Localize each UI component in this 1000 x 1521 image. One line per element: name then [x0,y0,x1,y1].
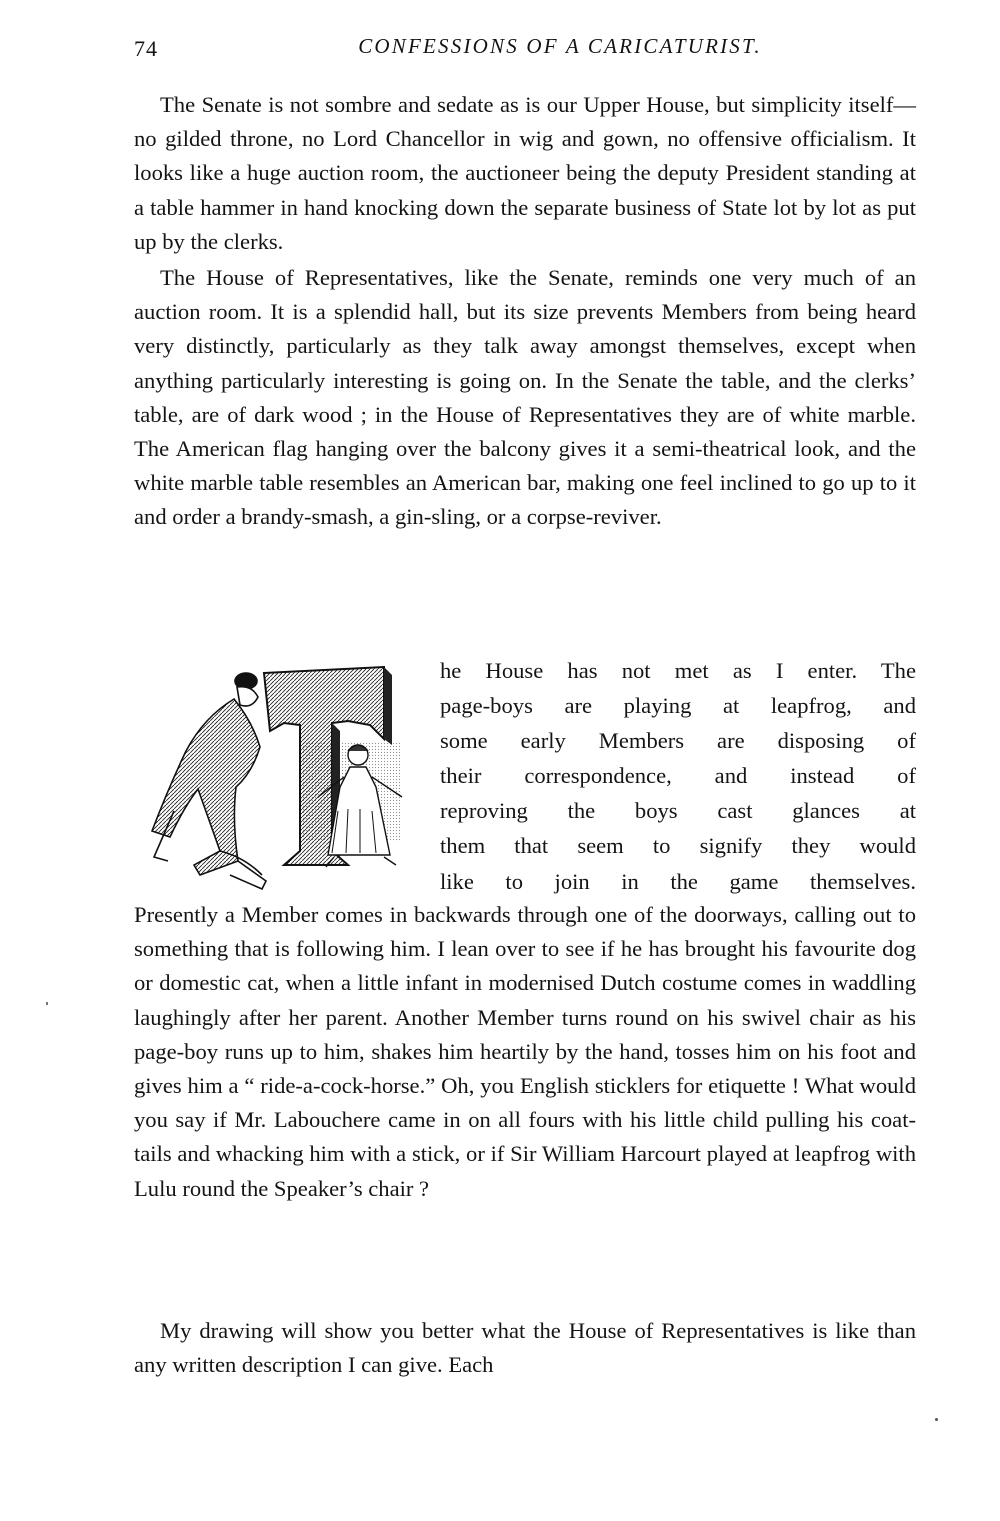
paragraph-house-continued: Presently a Member comes in backwards through one of the doorways, calling out to something that is following him. I lean over to see if he has brought his favourite dog or domestic cat, when a little infant in modernised Dutch costume comes in waddling laughingly after her parent. Another Member turns round on his swivel chair as his page-boy runs up to him, shakes him heartily by the hand, tosses him on his foot and gives him a “ ride-a-cock-horse.” Oh, you English sticklers for etiquette ! What would you say if Mr. Labouchere came in on all fours with his little child pulling his coat-tails and whacking him with a stick, or if Sir William Harcourt played at leapfrog with Lulu round the Speaker’s chair ? [134,902,916,1201]
print-speck [935,1418,938,1421]
paragraph-senate: The Senate is not sombre and sedate as is our Upper House, but simplicity itself—no gilded throne, no Lord Chancellor in wig and gown, no offensive officialism. It looks like a huge auction room, the auctioneer being the deputy President standing at a table hammer in hand knocking down the separate business of State lot by lot as put up by the clerks. [134,92,916,254]
running-title: CONFESSIONS OF A CARICATURIST. [358,34,762,58]
dropcap-line: them that seem to signify they would [440,833,916,859]
dropcap-line: reproving the boys cast glances at [440,798,916,824]
dropcap-line: their correspondence, and instead of [440,763,916,789]
body-text-middle [134,898,916,1206]
dropcap-text-lines [440,653,916,899]
page-number: 74 [134,36,158,61]
paragraph-house-of-representatives: The House of Representatives, like the Senate, reminds one very much of an auction room. It is a splendid hall, but its size prevents Members from being heard very distinctly, particularly as they talk away amongst themselves, except when anything particularly interesting is going on. In the Senate the table, and the clerks’ table, are of dark wood ; in the House of Representatives they are of white marble. The American flag hanging over the balcony gives it a semi-theatrical look, and the white marble table resembles an American bar, making one feel inclined to go up to it and order a brandy-smash, a gin-sling, or a corpse-reviver. [134,265,916,530]
body-text-bottom [134,1314,916,1382]
dropcap-line: like to join in the game themselves. [440,868,916,894]
dropcap-illustration [134,661,434,893]
dropcap-line: page-boys are playing at leapfrog, and [440,693,916,719]
man-figure-icon [152,673,266,889]
paragraph-drawing: My drawing will show you better what the House of Representatives is like than any written description I can give. Each [134,1318,916,1378]
body-text-top [134,88,916,535]
dropcap-line: some early Members are disposing of [440,728,916,754]
dropcap-line: he House has not met as I enter. The [440,658,916,683]
print-speck [46,1002,48,1005]
